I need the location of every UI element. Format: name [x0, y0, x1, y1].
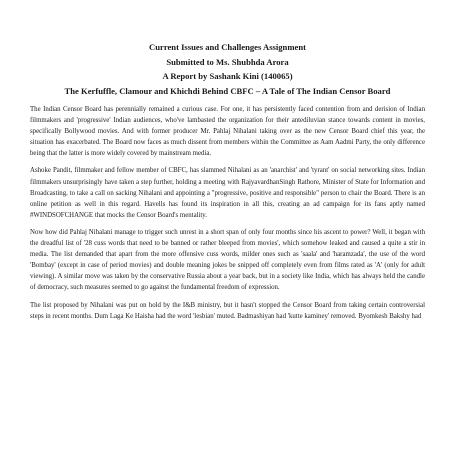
submitted-to-line: Submitted to Ms. Shubhda Arora: [166, 56, 289, 67]
paragraph-2: Ashoke Pandit, filmmaker and fellow member of CBFC, has slammed Nihalani as an 'anarchist' and 'tyrant' on social networking sites. Indian filmmakers unsurprisingly have taken a step further, holding a meeting with RajyavardhanSingh Rathore, Minister of State for Information and Broadcasting, to take a call on sacking Nihalani and appointing a "progressive, positive and responsible" person to chair the Board. There is an online petition as well in this regard. Havells has found its inspiration in all this, creating an ad campaign for its fans aptly named #WINDSOFCHANGE that mocks the Censor Board's mentality.: [30, 167, 425, 219]
document-title: The Kerfuffle, Clamour and Khichdi Behind CBFC – A Tale of The Indian Censor Board: [64, 85, 391, 96]
paragraph-1: The Indian Censor Board has perennially remained a curious case. For one, it has persistently faced contention from and derision of Indian filmmakers and 'progressive' Indian audiences, who've lambasted the organization for their antediluvian stance towards content in movies, specifically Bollywood movies. And with former producer Mr. Pahlaj Nihalani taking over as the new Censor Board chief this year, the situation has exacerbated. The Board now faces as much dissent from members within the Committee as Aam Aadmi Party, the only difference being that the latter is more widely covered by mainstream media.: [30, 106, 425, 158]
report-author-line: A Report by Sashank Kini (140065): [162, 71, 293, 81]
assignment-heading: Current Issues and Challenges Assignment: [149, 42, 306, 52]
paragraph-4: The list proposed by Nihalani was put on hold by the I&B ministry, but it hasn't stopped the Censor Board from taking certain controversial steps in recent months. Dum Laga Ke Haisha had the word 'lesbian' muted. Badmashiyan had 'kutte kaminey' removed. Byomkesh Bakshy had: [30, 301, 425, 320]
paragraph-3: Now how did Pahlaj Nihalani manage to trigger such unrest in a short span of only four months since his ascent to power? Well, it began with the dreadful list of '28 cuss words that need to be banned or rather bleeped from movies', which somehow leaked and caused a quite a stir in media. The list demanded that apart from the more offensive cuss words, milder ones such as 'saala' and 'haramzada', the use of the word 'Bombay' (except in case of period movies) and double meaning jokes be snipped off completely even from films rated as 'A' (only for adult viewing). A similar move was taken by the conservative Russia about a year back, but in a society like India, which has always held the candle of democracy, such measures seemed to go against the fundamental freedom of expression.: [30, 228, 425, 292]
